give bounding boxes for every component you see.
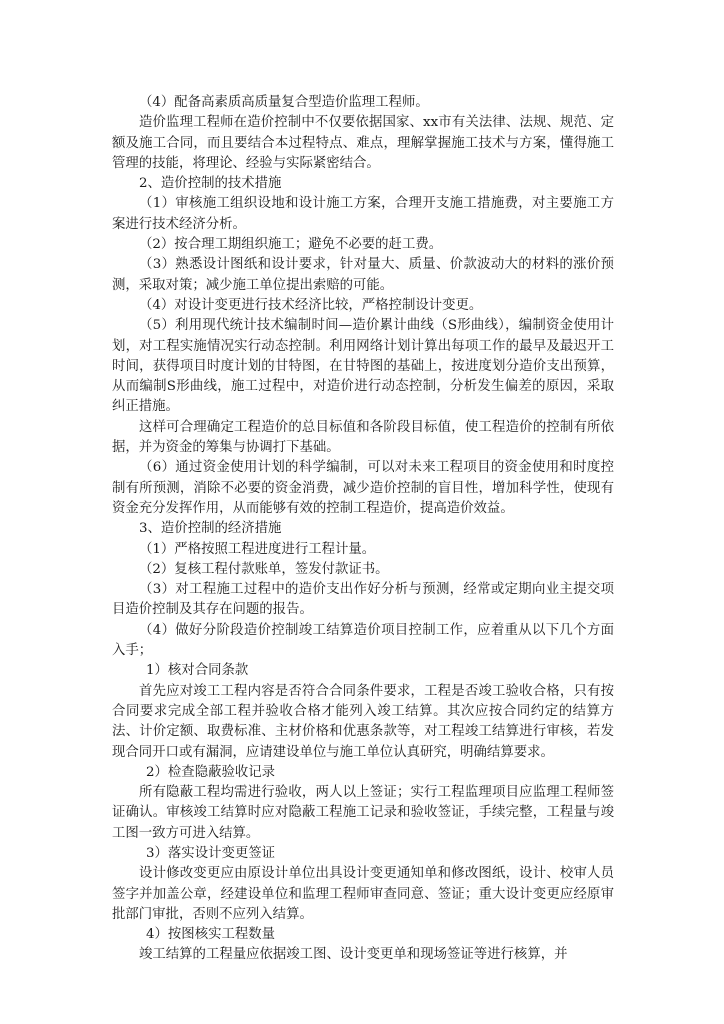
heading-technical-measures: 2、造价控制的技术措施 — [139, 176, 282, 192]
subheading-design-changes: 3）落实设计变更签证 — [146, 845, 276, 861]
subheading-contract-terms: 1）核对合同条款 — [146, 663, 249, 679]
paragraph-5: （2）按合理工期组织施工；避免不必要的赶工费。 — [139, 237, 443, 253]
paragraph-2: 造价监理工程师在造价控制中不仅要依据国家、xx市有关法律、法规、规范、定额及施工合同，而且要结合本过程特点、难点，理解掌握施工技术与方案，懂得施工管理的技能，将理论、经验与实际紧密结合。 — [112, 115, 614, 171]
paragraph-9: 这样可合理确定工程造价的总目标值和各阶段目标值，使工程造价的控制有所依据，并为资金的筹集与协调打下基础。 — [112, 419, 614, 456]
paragraph-10: （6）通过资金使用计划的科学编制，可以对未来工程项目的资金使用和时度控制有所预测，消除不必要的资金消费，减少造价控制的盲目性，增加科学性，使现有资金充分发挥作用，从而能够有效的控制工程造价，提高造价效益。 — [112, 460, 614, 516]
heading-economic-measures: 3、造价控制的经济措施 — [139, 521, 282, 537]
subheading-quantities: 4）按图核实工程数量 — [146, 927, 276, 943]
document-page — [112, 93, 614, 966]
paragraph-15: （4）做好分阶段造价控制竣工结算造价项目控制工作，应着重从以下几个方面入手； — [112, 622, 614, 659]
paragraph-4: （1）审核施工组织设地和设计施工方案，合理开支施工措施费，对主要施工方案进行技术经济分析。 — [112, 196, 614, 232]
paragraph-19: 所有隐蔽工程均需进行验收，两人以上签证；实行工程监理项目应监理工程师签证确认。审核竣工结算时应对隐蔽工程施工记录和验收签证，手续完整，工程量与竣工图一致方可进入结算。 — [112, 785, 614, 841]
paragraph-7: （4）对设计变更进行技术经济比较，严格控制设计变更。 — [139, 297, 483, 313]
paragraph-21: 设计修改变更应由原设计单位出具设计变更通知单和修改图纸，设计、校审人员签字并加盖公章，经建设单位和监理工程师审查同意、签证；重大设计变更应经原审批部门审批，否则不应列入结算。 — [112, 866, 614, 922]
paragraph-6: （3）熟悉设计图纸和设计要求，针对量大、质量、价款波动大的材料的涨价预测，采取对策；减少施工单位提出索赔的可能。 — [112, 257, 614, 293]
paragraph-17: 首先应对竣工工程内容是否符合合同条件要求，工程是否竣工验收合格，只有按合同要求完成全部工程并验收合格才能列入竣工结算。其次应按合同约定的结算方法、计价定额、取费标准、主材价格和优惠条款等，对工程竣工结算进行审核，若发现合同开口或有漏洞，应请建设单位与施工单位认真研究，明确结算要求。 — [112, 683, 614, 760]
paragraph-8: （5）利用现代统计技术编制时间—造价累计曲线（S形曲线），编制资金使用计划，对工程实施情况实行动态控制。利用网络计划计算出每项工作的最早及最迟开工时间，获得项目时度计划的甘特图，在甘特图的基础上，按进度划分造价支出预算，从而编制S形曲线，施工过程中，对造价进行动态控制，分析发生偏差的原因，采取纠正措施。 — [112, 318, 614, 415]
paragraph-14: （3）对工程施工过程中的造价支出作好分析与预测，经常或定期向业主提交项目造价控制及其存在问题的报告。 — [112, 582, 614, 618]
subheading-hidden-works: 2）检查隐蔽验收记录 — [146, 764, 276, 780]
paragraph-1: （4）配备高素质高质量复合型造价监理工程师。 — [139, 95, 429, 110]
paragraph-12: （1）严格按照工程进度进行工程计量。 — [139, 541, 376, 557]
paragraph-13: （2）复核工程付款账单，签发付款证书。 — [139, 561, 389, 577]
paragraph-23: 竣工结算的工程量应依据竣工图、设计变更单和现场签证等进行核算，并 — [139, 947, 568, 963]
